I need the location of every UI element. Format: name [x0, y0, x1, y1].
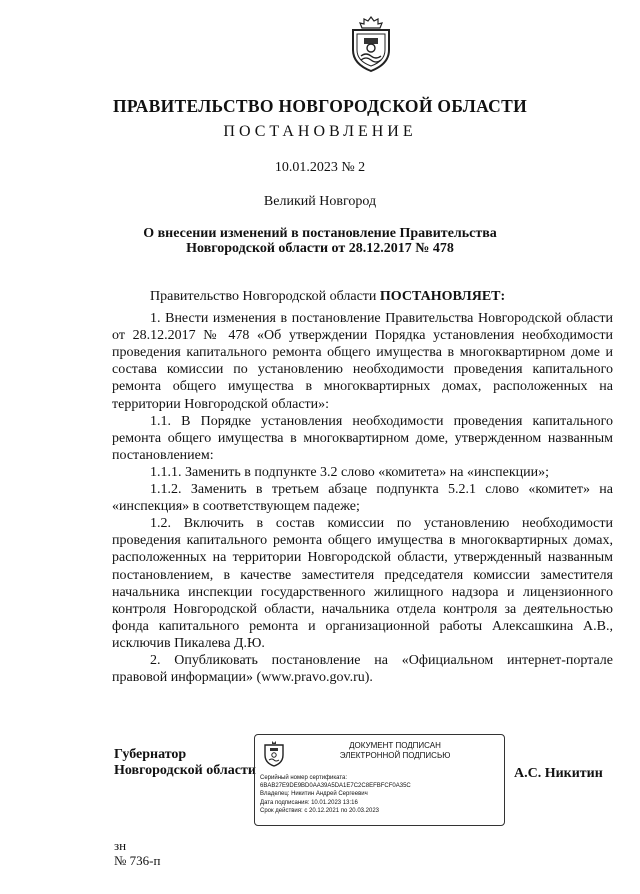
preamble-text: Правительство Новгородской области	[150, 289, 377, 304]
stamp-details	[260, 774, 504, 815]
document-body	[112, 288, 613, 686]
signatory-name: А.С. Никитин	[514, 766, 603, 781]
stamp-header-line: ДОКУМЕНТ ПОДПИСАН	[349, 741, 441, 750]
electronic-signature-stamp	[254, 734, 505, 826]
paragraph-1-1-2: 1.1.2. Заменить в третьем абзаце подпункта 5.2.1 слово «комитет» на «инспекция» в соответствующем падеже;	[112, 482, 613, 515]
coat-of-arms-icon	[348, 14, 394, 74]
signatory-role-line: Губернатор	[114, 747, 187, 762]
preamble	[112, 288, 613, 305]
subject-line: О внесении изменений в постановление Правительства	[143, 226, 497, 241]
paragraph-1: 1. Внести изменения в постановление Правительства Новгородской области от 28.12.2017 № 478 «Об утверждении Порядка установления необходимости проведения капитального ремонта общего имущества в многоквартирном доме и состава комиссии по установлению необходимости проведения капитального ремонта общего имущества в многоквартирных домах, расположенных на территории Новгородской области»:	[112, 311, 613, 412]
stamp-signed-date: Дата подписания: 10.01.2023 13:16	[260, 799, 358, 806]
date-and-number: 10.01.2023 № 2	[274, 160, 366, 175]
stamp-header	[295, 741, 495, 761]
government-title: ПРАВИТЕЛЬСТВО НОВГОРОДСКОЙ ОБЛАСТИ	[113, 96, 527, 116]
stamp-header-line: ЭЛЕКТРОННОЙ ПОДПИСЬЮ	[339, 751, 451, 760]
stamp-cert-number: 6BAB27E9DE9BD0AA39A5DA1E7C2C8EFBFCF0A35C	[260, 783, 411, 790]
paragraph-1-2: 1.2. Включить в состав комиссии по установлению необходимости проведения капитального ремонта общего имущества в многоквартирных домах, расположенных на территории Новгородской области, утвержденный названным постановлением, в качестве заместителя председателя комиссии заместителя начальника инспекции государственного жилищного надзора и лицензионного контроля Новгородской области, начальника отдела контроля за деятельностью фонда капитального ремонта и организационной работы Алексашкина А.В., исключив Пикалева Д.Ю.	[112, 516, 613, 651]
paragraph-2: 2. Опубликовать постановление на «Официальном интернет-портале правовой информации» (www.pravo.gov.ru).	[112, 652, 613, 686]
coat-of-arms-icon	[262, 740, 286, 768]
stamp-owner: Владелец: Никитин Андрей Сергеевич	[260, 791, 368, 798]
signatory-role-line: Новгородской области	[114, 763, 256, 778]
paragraph-1-1: 1.1. В Порядке установления необходимости проведения капитального ремонта общего имущества в многоквартирном доме, утвержденном названным постановлением:	[112, 413, 613, 463]
subject-line: Новгородской области от 28.12.2017 № 478	[186, 241, 454, 256]
stamp-validity: Срок действия: с 20.12.2021 по 20.03.2023	[260, 807, 380, 814]
signatory-role	[114, 747, 256, 779]
registration-number: № 736-п	[114, 853, 161, 868]
paragraph-1-1-1: 1.1.1. Заменить в подпункте 3.2 слово «комитета» на «инспекции»;	[150, 464, 550, 480]
document-footer	[114, 838, 160, 868]
city: Великий Новгород	[263, 194, 377, 209]
preamble-decree: ПОСТАНОВЛЯЕТ:	[379, 289, 506, 304]
stamp-cert-label: Серийный номер сертификата:	[260, 775, 348, 781]
executor-initials: зн	[114, 838, 127, 853]
document-subject	[0, 226, 640, 256]
document-type: ПОСТАНОВЛЕНИЕ	[223, 123, 417, 140]
